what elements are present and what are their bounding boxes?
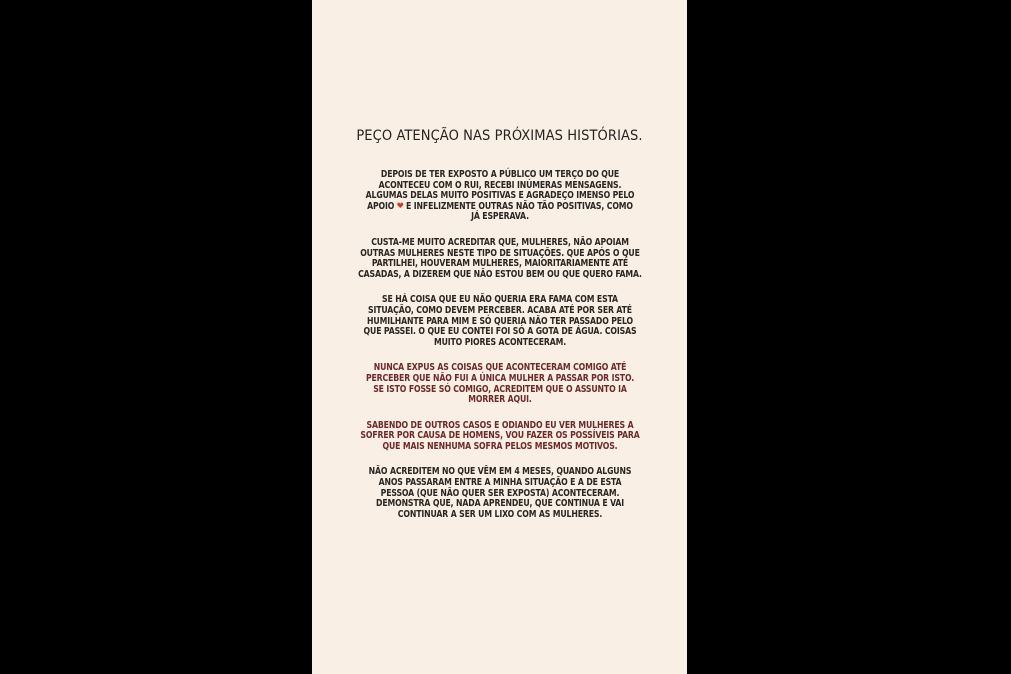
text-line: SOFRER POR CAUSA DE HOMENS, VOU FAZER OS POSSÍVEIS PARA <box>360 430 640 442</box>
text-line: PARTILHEI, HOUVERAM MULHERES, MAIORITARIAMENTE ATÉ <box>371 258 629 270</box>
text-line: OUTRAS MULHERES NESTE TIPO DE SITUAÇÕES. QUE APÓS O QUE <box>360 247 640 259</box>
text-line: PERCEBER QUE NÃO FUI A ÚNICA MULHER A PASSAR POR ISTO. <box>365 372 635 384</box>
paragraph-2 <box>334 238 665 280</box>
paragraph-1 <box>334 170 665 223</box>
heart-icon: ❤ <box>396 200 404 212</box>
text-line: SE ISTO FOSSE SÓ COMIGO, ACREDITEM QUE O ASSUNTO IA <box>373 383 627 395</box>
text-line: MORRER AQUI. <box>468 394 532 406</box>
text-line: ACONTECEU COM O RUI, RECEBI INÚMERAS MENSAGENS. <box>378 179 622 191</box>
text-line: ANOS PASSARAM ENTRE A MINHA SITUAÇÃO E A DE ESTA <box>378 477 622 489</box>
text-segment: APOIO <box>367 200 395 212</box>
paragraph-3 <box>334 295 665 348</box>
text-line: NUNCA EXPUS AS COISAS QUE ACONTECERAM COMIGO ATÉ <box>373 362 627 374</box>
paragraph-4 <box>334 363 665 405</box>
text-line: JÁ ESPERAVA. <box>471 211 529 223</box>
text-line: CONTINUAR A SER UM LIXO COM AS MULHERES. <box>397 508 603 520</box>
text-line: HUMILHANTE PARA MIM E SÓ QUERIA NÃO TER PASSADO PELO <box>367 315 633 327</box>
text-line: QUE PASSEI. O QUE EU CONTEI FOI SÓ A GOTA DE ÁGUA. COISAS <box>363 326 637 338</box>
text-line: QUE MAIS NENHUMA SOFRA PELOS MESMOS MOTIVOS. <box>382 440 618 452</box>
text-line: CASADAS, A DIZEREM QUE NÃO ESTOU BEM OU QUE QUERO FAMA. <box>358 268 642 280</box>
story-title: PEÇO ATENÇÃO NAS PRÓXIMAS HISTÓRIAS. <box>356 128 643 144</box>
text-line: NÃO ACREDITEM NO QUE VÊM EM 4 MESES, QUANDO ALGUNS <box>368 466 632 478</box>
text-line: SABENDO DE OUTROS CASOS E ODIANDO EU VER MULHERES A <box>366 419 634 431</box>
text-segment: E INFELIZMENTE OUTRAS NÃO TÃO POSITIVAS, COMO <box>406 200 633 212</box>
text-line: MUITO PIORES ACONTECERAM. <box>433 336 567 348</box>
text-line: CUSTA-ME MUITO ACREDITAR QUE, MULHERES, NÃO APOIAM <box>371 236 629 248</box>
text-line: DEMONSTRA QUE, NADA APRENDEU, QUE CONTINUA E VAI <box>376 498 624 510</box>
paragraph-5 <box>334 421 665 453</box>
text-line: SE HÁ COISA QUE EU NÃO QUERIA ERA FAMA COM ESTA <box>382 294 618 306</box>
paragraph-6 <box>334 467 665 520</box>
text-line: DEPOIS DE TER EXPOSTO A PÚBLICO UM TERÇO DO QUE <box>380 169 620 180</box>
text-line: SITUAÇÃO, COMO DEVEM PERCEBER. ACABA ATÉ POR SER ATÉ <box>367 304 632 316</box>
text-line: PESSOA (QUE NÃO QUER SER EXPOSTA) ACONTECERAM. <box>380 487 620 499</box>
text-line: ALGUMAS DELAS MUITO POSITIVAS E AGRADEÇO IMENSO PELO <box>365 190 635 202</box>
story-card <box>312 0 687 674</box>
